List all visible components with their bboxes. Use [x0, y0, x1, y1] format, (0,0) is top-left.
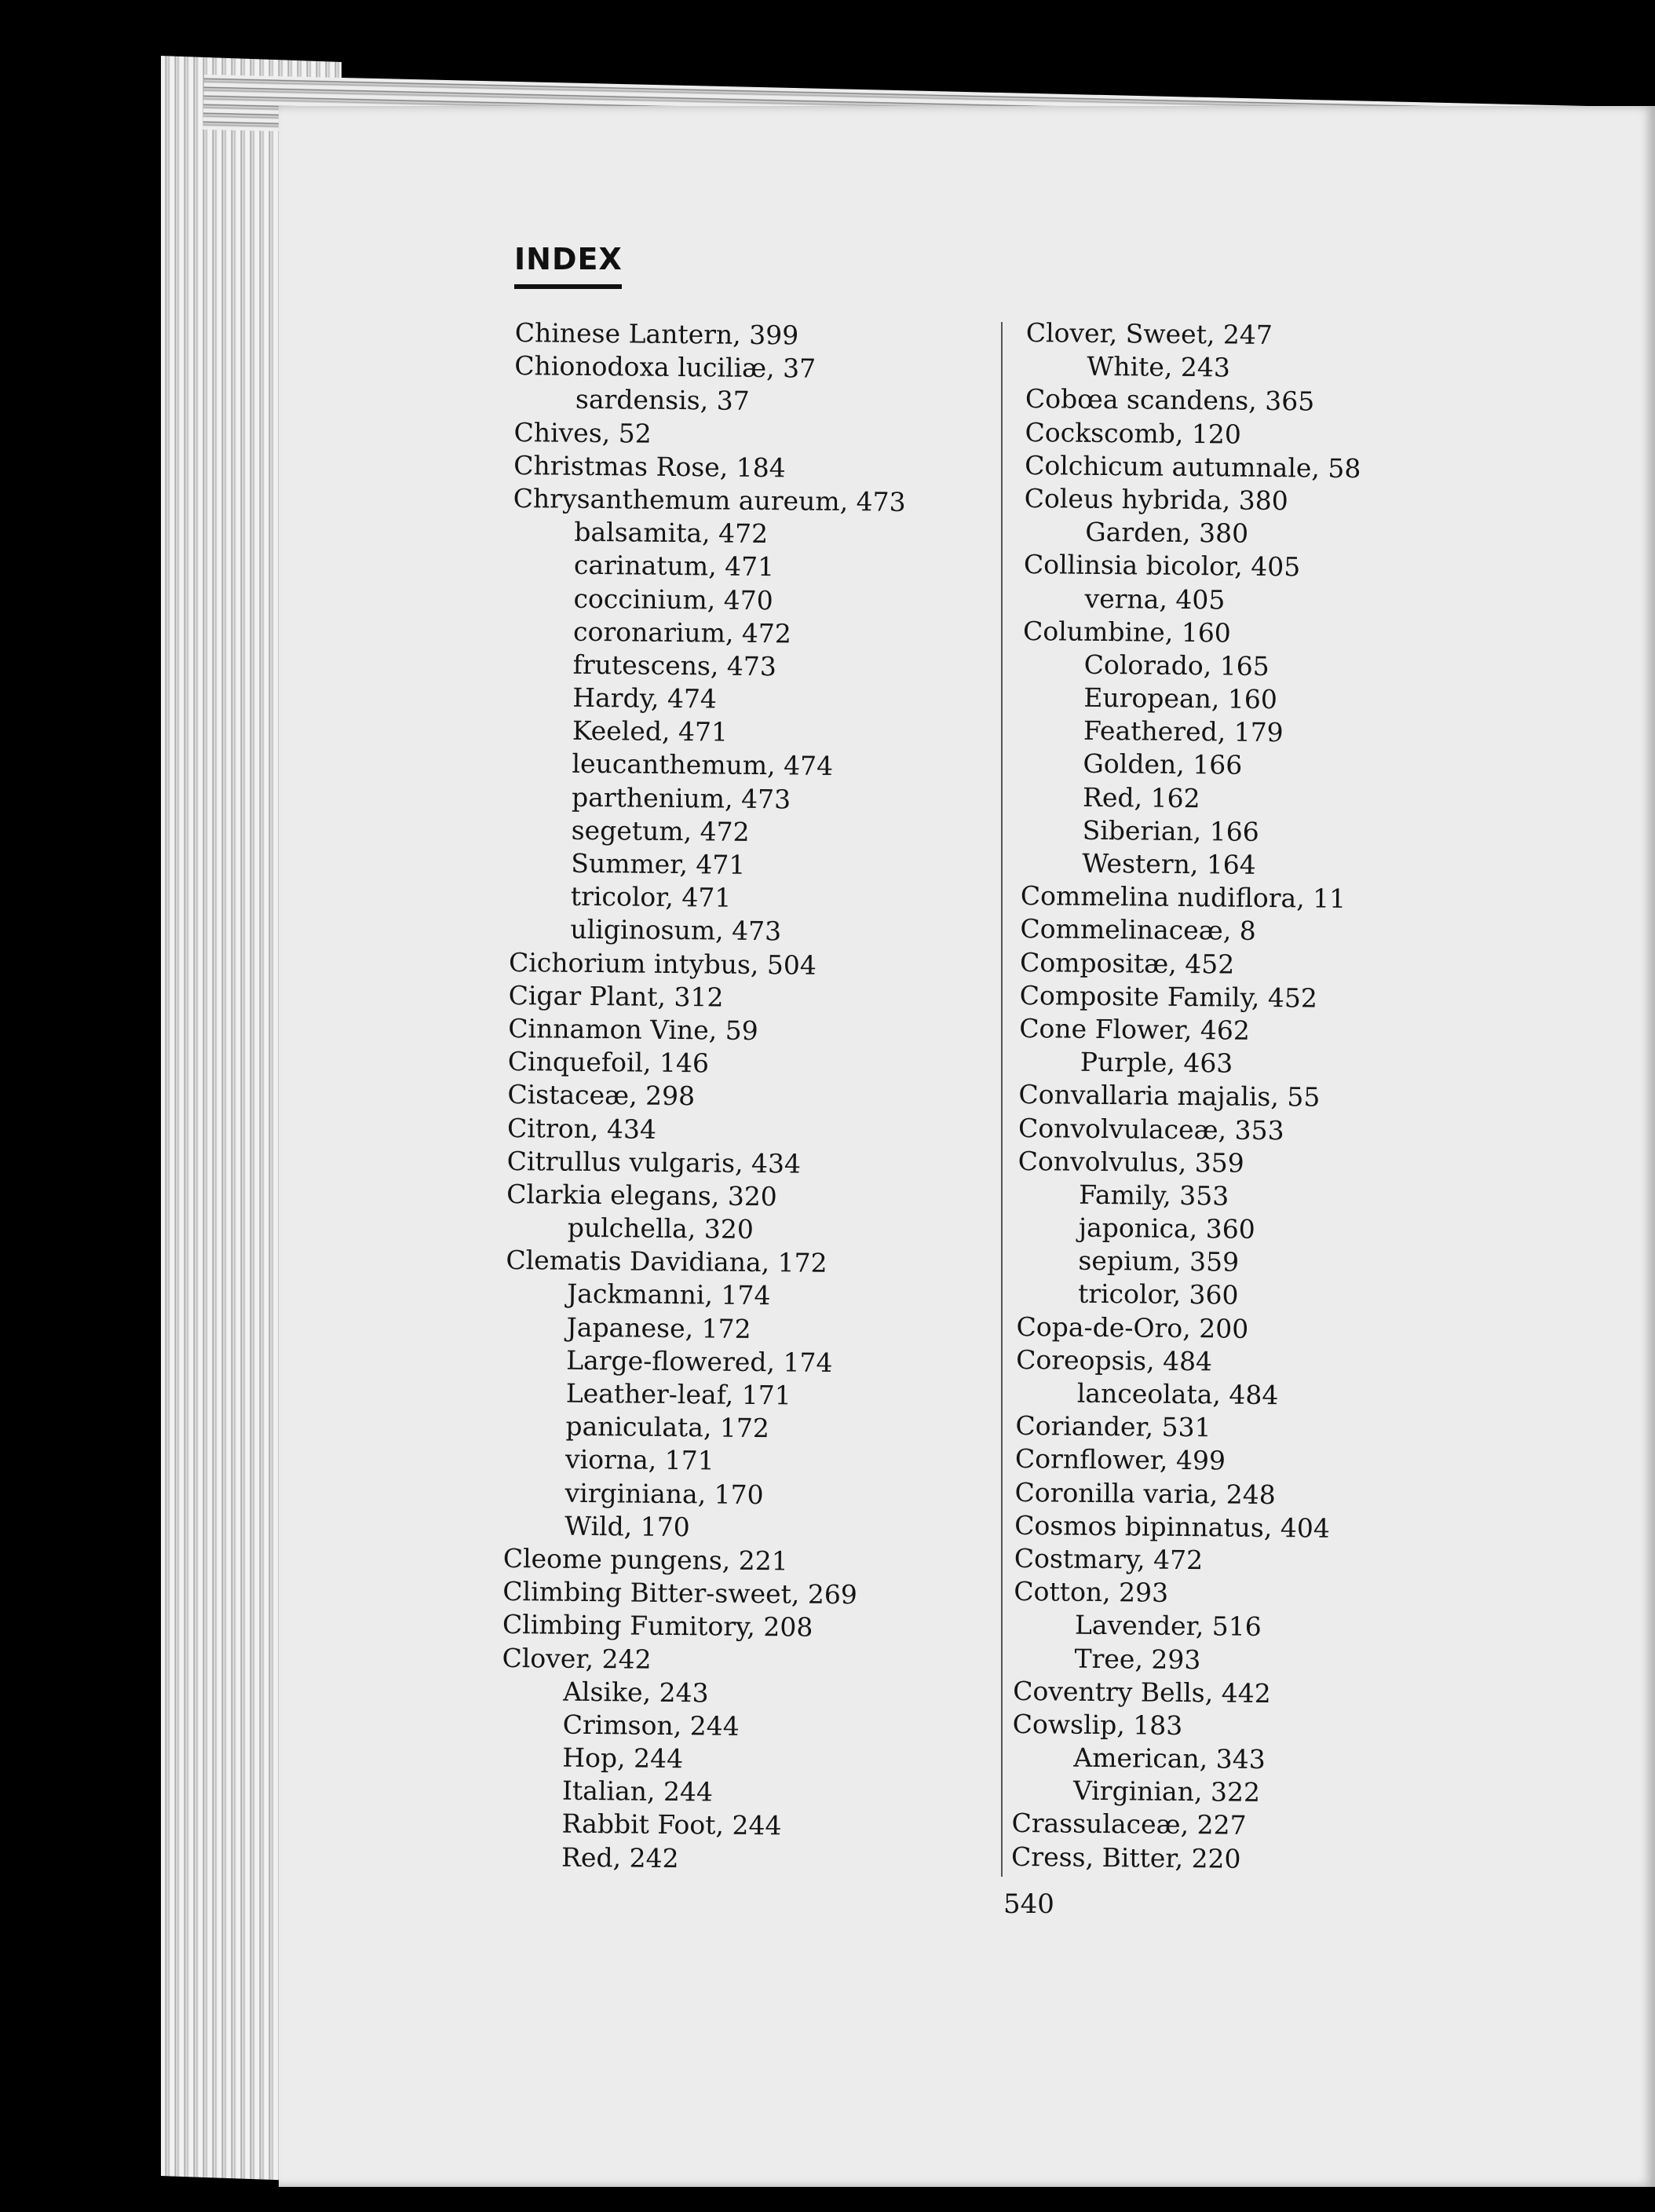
index-subentry: leucanthemum, 474 [572, 748, 834, 782]
index-entry: Cone Flower, 462 [1019, 1012, 1251, 1046]
index-subentry: pulchella, 320 [567, 1212, 754, 1245]
index-entry: Clematis Davidiana, 172 [506, 1245, 828, 1279]
index-subentry: American, 343 [1073, 1742, 1266, 1775]
index-subentry: Italian, 244 [561, 1775, 714, 1808]
index-subentry: Japanese, 172 [566, 1311, 751, 1344]
index-entry: Climbing Bitter-sweet, 269 [502, 1576, 858, 1611]
index-entry: Composite Family, 452 [1019, 979, 1318, 1014]
index-subentry: White, 243 [1087, 350, 1231, 383]
index-entry: Clover, Sweet, 247 [1025, 316, 1273, 351]
index-entry: Costmary, 472 [1014, 1542, 1204, 1576]
index-subentry: Colorado, 165 [1083, 649, 1270, 682]
index-subentry: segetum, 472 [571, 814, 750, 847]
index-subentry: Tree, 293 [1074, 1643, 1201, 1675]
index-entry: Collinsia bicolor, 405 [1023, 549, 1301, 583]
index-subentry: Red, 242 [561, 1841, 679, 1874]
index-subentry: lanceolata, 484 [1076, 1377, 1279, 1411]
index-subentry: virginiana, 170 [564, 1477, 764, 1510]
index-entry: Crassulaceæ, 227 [1011, 1808, 1247, 1841]
index-subentry: Hop, 244 [562, 1742, 684, 1775]
index-entry: Cinquefoil, 146 [507, 1046, 710, 1079]
index-entry: Colchicum autumnale, 58 [1024, 449, 1361, 484]
index-entry: Chives, 52 [513, 416, 652, 449]
index-subentry: Rabbit Foot, 244 [561, 1808, 782, 1841]
index-subentry: viorna, 171 [564, 1444, 714, 1476]
index-subentry: Summer, 471 [571, 847, 746, 880]
index-entry: Convallaria majalis, 55 [1018, 1079, 1321, 1113]
index-column-right [1011, 316, 1362, 1877]
index-subentry: Wild, 170 [564, 1510, 690, 1542]
index-subentry: Large-flowered, 174 [566, 1344, 833, 1378]
index-entry: Coronilla varia, 248 [1014, 1476, 1276, 1510]
index-subentry: Red, 162 [1082, 781, 1200, 814]
index-subentry: Feathered, 179 [1083, 715, 1284, 748]
index-subentry: frutescens, 473 [572, 649, 777, 682]
index-entry: Cotton, 293 [1014, 1576, 1169, 1608]
index-entry: Cockscomb, 120 [1025, 416, 1242, 450]
index-subentry: tricolor, 360 [1077, 1278, 1239, 1311]
index-subentry: Lavender, 516 [1074, 1609, 1262, 1643]
index-subentry: sardensis, 37 [575, 384, 750, 417]
index-entry: Compositæ, 452 [1019, 946, 1235, 980]
index-subentry: coronarium, 472 [572, 616, 792, 649]
index-entry: Cornflower, 499 [1014, 1443, 1226, 1476]
index-entry: Citrullus vulgaris, 434 [506, 1145, 802, 1179]
index-entry: Cichorium intybus, 504 [508, 946, 817, 981]
index-subentry: European, 160 [1083, 682, 1278, 715]
index-entry: Christmas Rose, 184 [513, 449, 786, 484]
index-subentry: Alsike, 243 [563, 1676, 709, 1709]
index-subentry: sepium, 359 [1078, 1245, 1240, 1278]
index-entry: Citron, 434 [506, 1112, 657, 1145]
index-entry: Chrysanthemum aureum, 473 [513, 482, 906, 517]
index-entry: Coreopsis, 484 [1016, 1344, 1213, 1377]
index-entry: Cosmos bipinnatus, 404 [1014, 1509, 1330, 1544]
index-entry: Columbine, 160 [1022, 615, 1231, 649]
index-entry: Coventry Bells, 442 [1013, 1675, 1271, 1709]
page-heading: INDEX [514, 242, 623, 276]
index-subentry: Crimson, 244 [562, 1709, 740, 1742]
index-subentry: carinatum, 471 [573, 550, 775, 583]
index-entry: Coriander, 531 [1015, 1410, 1211, 1443]
page-number: 540 [1003, 1888, 1054, 1920]
index-subentry: Purple, 463 [1080, 1046, 1233, 1079]
index-subentry: Garden, 380 [1085, 516, 1249, 549]
index-entry: Copa-de-Oro, 200 [1016, 1311, 1249, 1344]
heading-underline [514, 284, 622, 289]
index-entry: Coleus hybrida, 380 [1024, 482, 1288, 517]
column-divider [1001, 322, 1003, 1877]
index-entry: Cleome pungens, 221 [502, 1542, 788, 1577]
index-subentry: Keeled, 471 [572, 715, 729, 748]
index-entry: Cowslip, 183 [1012, 1708, 1183, 1741]
index-entry: Cigar Plant, 312 [508, 979, 724, 1013]
index-subentry: Virginian, 322 [1072, 1775, 1261, 1808]
index-subentry: Siberian, 166 [1082, 814, 1259, 847]
index-subentry: Family, 353 [1079, 1179, 1229, 1212]
index-entry: Clarkia elegans, 320 [506, 1178, 777, 1212]
index-subentry: parthenium, 473 [571, 781, 791, 815]
index-entry: Cobœa scandens, 365 [1025, 383, 1315, 417]
index-entry: Commelina nudiflora, 11 [1020, 880, 1346, 915]
index-entry: Climbing Fumitory, 208 [502, 1609, 813, 1643]
index-subentry: Golden, 166 [1083, 748, 1243, 781]
index-subentry: Hardy, 474 [572, 682, 718, 715]
index-entry: Cistaceæ, 298 [507, 1079, 696, 1112]
index-subentry: Leather-leaf, 171 [565, 1377, 791, 1411]
index-subentry: balsamita, 472 [574, 516, 769, 550]
index-entry: Convolvulus, 359 [1017, 1145, 1244, 1179]
index-subentry: Jackmanni, 174 [566, 1278, 771, 1311]
index-subentry: paniculata, 172 [565, 1410, 770, 1444]
index-entry: Chinese Lantern, 399 [514, 316, 799, 351]
index-subentry: verna, 405 [1084, 583, 1226, 615]
index-subentry: coccinium, 470 [573, 583, 773, 616]
index-entry: Commelinaceæ, 8 [1020, 913, 1256, 947]
index-entry: Convolvulaceæ, 353 [1017, 1112, 1284, 1146]
index-subentry: tricolor, 471 [570, 880, 732, 913]
index-entry: Chionodoxa luciliæ, 37 [514, 350, 817, 384]
index-column-left [500, 316, 908, 1877]
index-subentry: uliginosum, 473 [570, 914, 782, 947]
book-page [279, 106, 1655, 2187]
index-entry: Cress, Bitter, 220 [1010, 1841, 1241, 1874]
index-subentry: japonica, 360 [1078, 1212, 1255, 1245]
index-subentry: Western, 164 [1082, 847, 1256, 880]
index-entry: Cinnamon Vine, 59 [508, 1012, 758, 1046]
index-entry: Clover, 242 [502, 1642, 652, 1675]
